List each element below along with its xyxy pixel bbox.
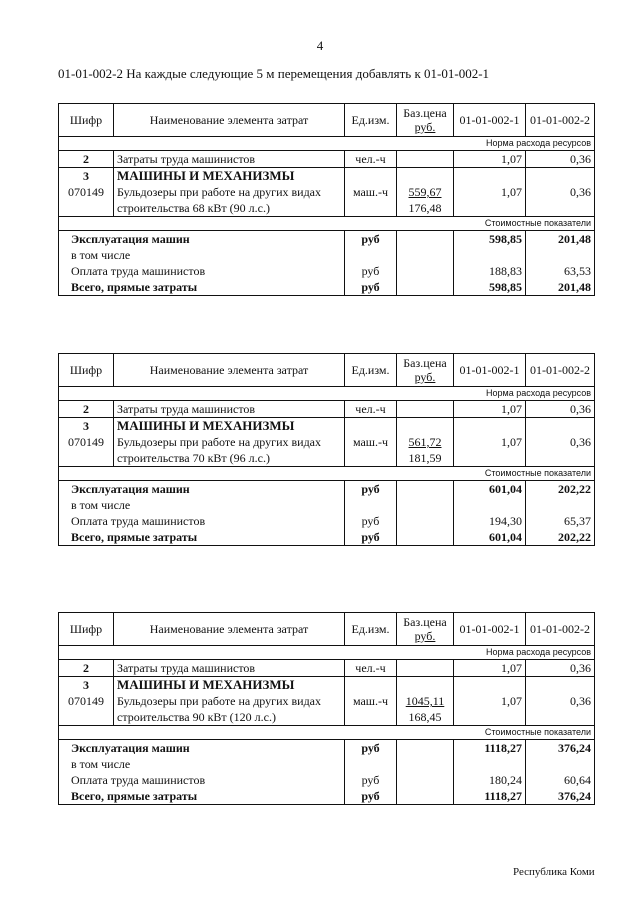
header-name: Наименование элемента затрат [114, 104, 345, 137]
total-unit: руб [345, 279, 397, 296]
machine-name-line1: Бульдозеры при работе на других видах [114, 693, 345, 709]
machine-price2: 181,59 [397, 450, 454, 467]
exploit-label: Эксплуатация машин [59, 481, 345, 498]
header-unit: Ед.изм. [345, 613, 397, 646]
total-v2: 376,24 [526, 788, 595, 805]
pay-v2: 65,37 [526, 513, 595, 529]
labor-v1: 1,07 [454, 660, 526, 677]
total-unit: руб [345, 529, 397, 546]
table-row [59, 450, 595, 467]
table-row [59, 401, 595, 418]
total-v1: 601,04 [454, 529, 526, 546]
labor-code: 2 [59, 660, 114, 677]
total-label: Всего, прямые затраты [59, 788, 345, 805]
table-row [59, 660, 595, 677]
header-col2: 01-01-002-2 [526, 104, 595, 137]
section-cost-label: Стоимостные показатели [59, 467, 595, 481]
table-row [59, 513, 595, 529]
incl-label: в том числе [59, 247, 345, 263]
labor-unit: чел.-ч [345, 660, 397, 677]
machine-price2: 168,45 [397, 709, 454, 726]
pay-unit: руб [345, 263, 397, 279]
exploit-unit: руб [345, 231, 397, 248]
pay-label: Оплата труда машинистов [59, 263, 345, 279]
pay-label: Оплата труда машинистов [59, 772, 345, 788]
header-base-price: Баз.цена руб. [397, 613, 454, 646]
labor-name: Затраты труда машинистов [114, 151, 345, 168]
header-col1: 01-01-002-1 [454, 104, 526, 137]
machines-code: 3 [59, 418, 114, 435]
labor-unit: чел.-ч [345, 401, 397, 418]
header-col2: 01-01-002-2 [526, 613, 595, 646]
table-row [59, 231, 595, 248]
table-header-row [59, 613, 595, 646]
total-unit: руб [345, 788, 397, 805]
machine-name-line2: строительства 70 кВт (96 л.с.) [114, 450, 345, 467]
machine-unit: маш.-ч [345, 184, 397, 200]
machine-v1: 1,07 [454, 184, 526, 200]
header-col1: 01-01-002-1 [454, 354, 526, 387]
header-code: Шифр [59, 104, 114, 137]
machine-price2: 176,48 [397, 200, 454, 217]
labor-v2: 0,36 [526, 401, 595, 418]
table-row [59, 693, 595, 709]
exploit-unit: руб [345, 481, 397, 498]
total-v1: 598,85 [454, 279, 526, 296]
incl-label: в том числе [59, 756, 345, 772]
machine-name-line2: строительства 68 кВт (90 л.с.) [114, 200, 345, 217]
pay-v1: 194,30 [454, 513, 526, 529]
section-cost-label: Стоимостные показатели [59, 726, 595, 740]
exploit-v1: 1118,27 [454, 740, 526, 757]
machine-v2: 0,36 [526, 184, 595, 200]
labor-name: Затраты труда машинистов [114, 660, 345, 677]
labor-v1: 1,07 [454, 401, 526, 418]
section-cost-label: Стоимостные показатели [59, 217, 595, 231]
machine-unit: маш.-ч [345, 434, 397, 450]
table-row [59, 677, 595, 694]
incl-label: в том числе [59, 497, 345, 513]
exploit-v2: 201,48 [526, 231, 595, 248]
exploit-v1: 601,04 [454, 481, 526, 498]
table-row [59, 263, 595, 279]
table-row [59, 788, 595, 805]
table-header-row [59, 354, 595, 387]
labor-v1: 1,07 [454, 151, 526, 168]
machine-price1: 1045,11 [397, 693, 454, 709]
cost-table-1 [58, 103, 594, 296]
pay-v1: 188,83 [454, 263, 526, 279]
header-unit: Ед.изм. [345, 104, 397, 137]
table-row [59, 200, 595, 217]
labor-v2: 0,36 [526, 151, 595, 168]
machine-v2: 0,36 [526, 693, 595, 709]
section-norm-label: Норма расхода ресурсов [59, 387, 595, 401]
table-row [59, 529, 595, 546]
labor-code: 2 [59, 151, 114, 168]
exploit-v1: 598,85 [454, 231, 526, 248]
section-norm-label: Норма расхода ресурсов [59, 137, 595, 151]
total-v1: 1118,27 [454, 788, 526, 805]
pay-v2: 60,64 [526, 772, 595, 788]
exploit-label: Эксплуатация машин [59, 231, 345, 248]
header-code: Шифр [59, 354, 114, 387]
table-row [59, 481, 595, 498]
page-number: 4 [316, 38, 324, 53]
table-header-row [59, 104, 595, 137]
labor-v2: 0,36 [526, 660, 595, 677]
table-row [59, 434, 595, 450]
total-label: Всего, прямые затраты [59, 279, 345, 296]
pay-unit: руб [345, 513, 397, 529]
header-base-price: Баз.цена руб. [397, 104, 454, 137]
exploit-v2: 202,22 [526, 481, 595, 498]
machine-name-line1: Бульдозеры при работе на других видах [114, 184, 345, 200]
machine-price1: 559,67 [397, 184, 454, 200]
machines-code: 3 [59, 168, 114, 185]
table-row [59, 709, 595, 726]
header-name: Наименование элемента затрат [114, 613, 345, 646]
header-col2: 01-01-002-2 [526, 354, 595, 387]
labor-code: 2 [59, 401, 114, 418]
table-row [59, 184, 595, 200]
machines-title: МАШИНЫ И МЕХАНИЗМЫ [114, 168, 345, 185]
exploit-v2: 376,24 [526, 740, 595, 757]
machine-unit: маш.-ч [345, 693, 397, 709]
table-row [59, 772, 595, 788]
table-row [59, 247, 595, 263]
table-row [59, 740, 595, 757]
pay-unit: руб [345, 772, 397, 788]
table-row [59, 168, 595, 185]
footer-region: Республика Коми [513, 866, 595, 878]
table-row [59, 418, 595, 435]
document-heading: 01-01-002-2 На каждые следующие 5 м перемещения добавлять к 01-01-002-1 [58, 66, 490, 81]
header-col1: 01-01-002-1 [454, 613, 526, 646]
total-label: Всего, прямые затраты [59, 529, 345, 546]
header-unit: Ед.изм. [345, 354, 397, 387]
total-v2: 202,22 [526, 529, 595, 546]
machine-code: 070149 [59, 693, 114, 709]
machine-v2: 0,36 [526, 434, 595, 450]
table-row [59, 756, 595, 772]
machine-code: 070149 [59, 434, 114, 450]
header-code: Шифр [59, 613, 114, 646]
section-norm-label: Норма расхода ресурсов [59, 646, 595, 660]
total-v2: 201,48 [526, 279, 595, 296]
cost-table-2 [58, 353, 594, 546]
pay-label: Оплата труда машинистов [59, 513, 345, 529]
machines-title: МАШИНЫ И МЕХАНИЗМЫ [114, 677, 345, 694]
pay-v1: 180,24 [454, 772, 526, 788]
cost-table-3 [58, 612, 594, 805]
table-row [59, 497, 595, 513]
machine-name-line2: строительства 90 кВт (120 л.с.) [114, 709, 345, 726]
machine-price1: 561,72 [397, 434, 454, 450]
machine-code: 070149 [59, 184, 114, 200]
header-name: Наименование элемента затрат [114, 354, 345, 387]
machines-code: 3 [59, 677, 114, 694]
header-base-price: Баз.цена руб. [397, 354, 454, 387]
machines-title: МАШИНЫ И МЕХАНИЗМЫ [114, 418, 345, 435]
table-row [59, 151, 595, 168]
machine-v1: 1,07 [454, 693, 526, 709]
exploit-unit: руб [345, 740, 397, 757]
table-row [59, 279, 595, 296]
exploit-label: Эксплуатация машин [59, 740, 345, 757]
machine-name-line1: Бульдозеры при работе на других видах [114, 434, 345, 450]
machine-v1: 1,07 [454, 434, 526, 450]
labor-unit: чел.-ч [345, 151, 397, 168]
pay-v2: 63,53 [526, 263, 595, 279]
labor-name: Затраты труда машинистов [114, 401, 345, 418]
